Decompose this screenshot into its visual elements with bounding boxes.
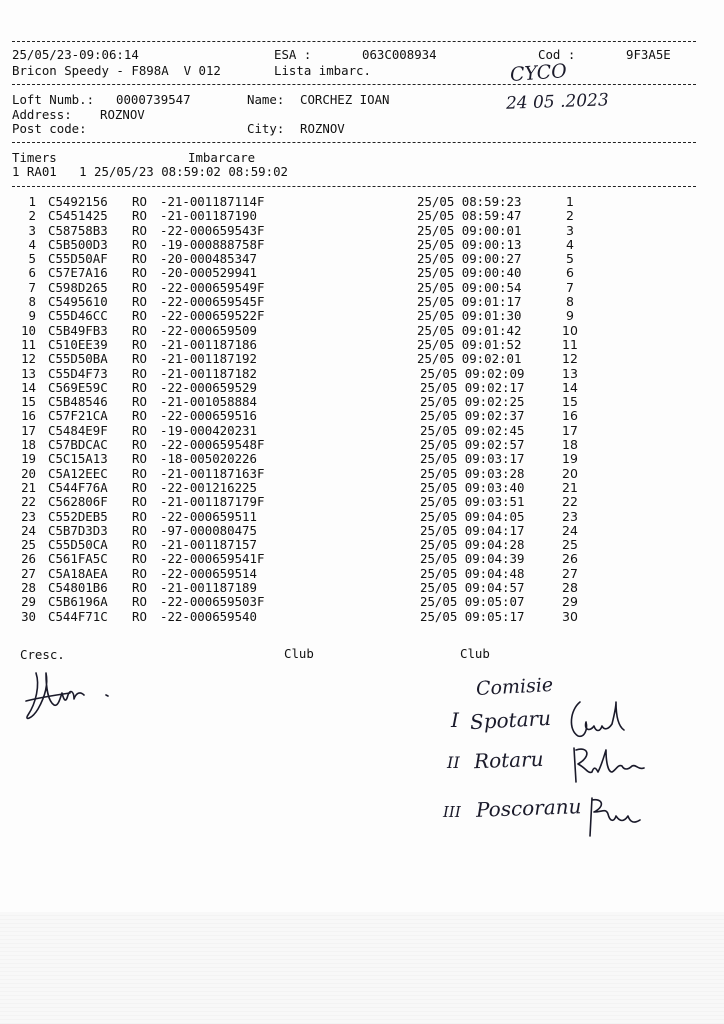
member-1-signature <box>566 696 646 746</box>
row-index: 6 <box>28 265 36 281</box>
row-handwritten-number: 23 <box>562 508 578 524</box>
row-ring: -22-000659503F <box>160 594 265 610</box>
row-handwritten-number: 29 <box>562 594 578 610</box>
row-time: 25/05 09:01:17 <box>417 294 522 310</box>
member-3-signature <box>584 792 654 838</box>
row-chip: C5451425 <box>48 208 108 224</box>
row-handwritten-number: 28 <box>562 580 578 596</box>
row-ring: -97-000080475 <box>160 522 257 538</box>
table-row <box>0 309 724 323</box>
table-row <box>0 452 724 466</box>
row-index: 10 <box>21 322 36 338</box>
table-row <box>0 224 724 238</box>
row-ring: -21-001187190 <box>160 208 257 224</box>
pigeon-list <box>0 195 724 624</box>
loft-name-label: Name: <box>247 92 285 107</box>
row-ring: -19-000888758F <box>160 236 265 252</box>
table-row <box>0 252 724 266</box>
footer-club-label-1: Club <box>284 646 314 661</box>
row-handwritten-number: 20 <box>562 465 578 481</box>
table-row <box>0 524 724 538</box>
row-index: 16 <box>21 408 36 424</box>
header-cod-label: Cod : <box>538 47 576 62</box>
row-ring: -21-001187179F <box>160 494 265 510</box>
imbarcare-label: Imbarcare <box>188 150 256 165</box>
row-ring: -22-000659522F <box>160 308 265 324</box>
row-time: 25/05 09:02:17 <box>420 379 525 395</box>
row-handwritten-number: 11 <box>562 336 578 352</box>
row-chip: C55D50BA <box>48 351 108 367</box>
row-handwritten-number: 25 <box>562 537 578 553</box>
row-index: 14 <box>21 379 36 395</box>
row-country: RO <box>132 208 147 224</box>
row-country: RO <box>132 265 147 281</box>
row-index: 5 <box>28 251 36 267</box>
row-country: RO <box>132 594 147 610</box>
timers-line: 1 RA01 1 25/05/23 08:59:02 08:59:02 <box>12 164 289 179</box>
row-ring: -22-000659529 <box>160 379 257 395</box>
row-country: RO <box>132 336 147 352</box>
row-time: 25/05 09:03:28 <box>420 465 525 481</box>
row-chip: C57E7A16 <box>48 265 108 281</box>
row-index: 8 <box>28 294 36 310</box>
row-time: 25/05 09:04:57 <box>420 580 525 596</box>
table-row <box>0 552 724 566</box>
row-handwritten-number: 16 <box>562 408 578 424</box>
row-country: RO <box>132 508 147 524</box>
loft-city-value: ROZNOV <box>300 121 345 136</box>
row-handwritten-number: 6 <box>566 265 574 281</box>
row-index: 21 <box>21 479 36 495</box>
row-index: 27 <box>21 565 36 581</box>
row-ring: -22-000659514 <box>160 565 257 581</box>
row-time: 25/05 09:04:28 <box>420 537 525 553</box>
dashed-rule-top <box>12 41 696 42</box>
row-country: RO <box>132 308 147 324</box>
row-handwritten-number: 1 <box>566 194 574 209</box>
row-country: RO <box>132 194 147 209</box>
loft-number-value: 0000739547 <box>116 92 191 107</box>
row-country: RO <box>132 408 147 424</box>
footer-club-label-2: Club <box>460 646 490 661</box>
table-row <box>0 367 724 381</box>
row-ring: -21-001187157 <box>160 537 257 553</box>
handwritten-member-1-name: Spotaru <box>469 705 552 735</box>
table-row <box>0 495 724 509</box>
row-chip: C5B500D3 <box>48 236 108 252</box>
table-row <box>0 538 724 552</box>
row-country: RO <box>132 451 147 467</box>
row-index: 13 <box>21 365 36 381</box>
row-index: 18 <box>21 437 36 453</box>
table-row <box>0 610 724 624</box>
row-country: RO <box>132 351 147 367</box>
row-index: 1 <box>28 194 36 209</box>
header-cod-value: 9F3A5E <box>626 47 671 62</box>
row-time: 25/05 09:05:17 <box>420 608 525 624</box>
loft-address-value: ROZNOV <box>100 107 145 122</box>
row-country: RO <box>132 551 147 567</box>
row-ring: -22-000659543F <box>160 222 265 238</box>
row-index: 7 <box>28 279 36 295</box>
handwritten-date: 24 05 .2023 <box>505 90 610 114</box>
table-row <box>0 481 724 495</box>
loft-address-label: Address: <box>12 107 72 122</box>
breeder-signature <box>22 665 122 735</box>
table-row <box>0 209 724 223</box>
row-country: RO <box>132 608 147 624</box>
table-row <box>0 467 724 481</box>
row-handwritten-number: 2 <box>566 208 574 224</box>
row-index: 4 <box>28 236 36 252</box>
handwritten-member-3-name: Poscoranu <box>475 794 582 822</box>
header-device: Bricon Speedy - F898A V 012 <box>12 63 221 78</box>
row-ring: -22-000659511 <box>160 508 257 524</box>
dashed-rule-timers <box>12 186 696 187</box>
row-chip: C5B6196A <box>48 594 108 610</box>
table-row <box>0 338 724 352</box>
row-ring: -21-001187114F <box>160 194 265 209</box>
row-handwritten-number: 30 <box>562 608 578 624</box>
row-handwritten-number: 5 <box>566 251 574 267</box>
row-handwritten-number: 14 <box>562 379 578 395</box>
row-chip: C5A12EEC <box>48 465 108 481</box>
row-ring: -21-001187182 <box>160 365 257 381</box>
row-time: 25/05 09:00:01 <box>417 222 522 238</box>
row-handwritten-number: 17 <box>562 422 578 438</box>
row-time: 25/05 09:02:01 <box>417 351 522 367</box>
table-row <box>0 438 724 452</box>
row-time: 25/05 08:59:47 <box>417 208 522 224</box>
row-handwritten-number: 8 <box>566 294 574 310</box>
row-country: RO <box>132 294 147 310</box>
row-chip: C510EE39 <box>48 336 108 352</box>
row-chip: C57F21CA <box>48 408 108 424</box>
header-esa-value: 063C008934 <box>362 47 437 62</box>
row-chip: C57BDCAC <box>48 437 108 453</box>
table-row <box>0 595 724 609</box>
row-ring: -22-000659549F <box>160 279 265 295</box>
row-index: 23 <box>21 508 36 524</box>
row-country: RO <box>132 394 147 410</box>
table-row <box>0 195 724 209</box>
row-chip: C544F71C <box>48 608 108 624</box>
row-index: 3 <box>28 222 36 238</box>
row-handwritten-number: 21 <box>562 479 578 495</box>
header-esa-label: ESA : <box>274 47 312 62</box>
row-chip: C569E59C <box>48 379 108 395</box>
row-time: 25/05 09:00:27 <box>417 251 522 267</box>
loft-city-label: City: <box>247 121 285 136</box>
row-handwritten-number: 13 <box>562 365 578 381</box>
header-list-title: Lista imbarc. <box>274 63 371 78</box>
row-handwritten-number: 10 <box>562 322 578 338</box>
row-ring: -21-001187186 <box>160 336 257 352</box>
member-2-signature <box>566 742 650 788</box>
row-chip: C561FA5C <box>48 551 108 567</box>
row-country: RO <box>132 236 147 252</box>
handwritten-comisie: Comisie <box>475 673 554 701</box>
row-ring: -22-000659548F <box>160 437 265 453</box>
row-index: 17 <box>21 422 36 438</box>
row-time: 25/05 09:02:25 <box>420 394 525 410</box>
row-ring: -18-005020226 <box>160 451 257 467</box>
table-row <box>0 238 724 252</box>
row-chip: C5B7D3D3 <box>48 522 108 538</box>
handwritten-code: CYCO <box>509 60 568 86</box>
row-ring: -20-000485347 <box>160 251 257 267</box>
row-ring: -22-000659509 <box>160 322 257 338</box>
dashed-rule-loft <box>12 142 696 143</box>
row-country: RO <box>132 322 147 338</box>
row-time: 25/05 09:04:48 <box>420 565 525 581</box>
row-country: RO <box>132 479 147 495</box>
row-time: 25/05 09:04:05 <box>420 508 525 524</box>
row-index: 12 <box>21 351 36 367</box>
row-handwritten-number: 7 <box>566 279 574 295</box>
loft-postcode-label: Post code: <box>12 121 87 136</box>
table-row <box>0 581 724 595</box>
table-row <box>0 395 724 409</box>
row-ring: -22-000659541F <box>160 551 265 567</box>
row-chip: C54801B6 <box>48 580 108 596</box>
loft-name-value: CORCHEZ IOAN <box>300 92 390 107</box>
row-handwritten-number: 22 <box>562 494 578 510</box>
row-ring: -21-001187192 <box>160 351 257 367</box>
row-index: 19 <box>21 451 36 467</box>
row-time: 25/05 09:02:45 <box>420 422 525 438</box>
row-country: RO <box>132 222 147 238</box>
row-handwritten-number: 12 <box>562 351 578 367</box>
row-chip: C5B49FB3 <box>48 322 108 338</box>
row-time: 25/05 09:02:37 <box>420 408 525 424</box>
row-chip: C5495610 <box>48 294 108 310</box>
row-index: 25 <box>21 537 36 553</box>
row-chip: C55D46CC <box>48 308 108 324</box>
row-handwritten-number: 19 <box>562 451 578 467</box>
table-row <box>0 424 724 438</box>
table-row <box>0 281 724 295</box>
row-ring: -21-001187163F <box>160 465 265 481</box>
row-index: 26 <box>21 551 36 567</box>
row-index: 28 <box>21 580 36 596</box>
row-handwritten-number: 24 <box>562 522 578 538</box>
row-country: RO <box>132 494 147 510</box>
row-ring: -20-000529941 <box>160 265 257 281</box>
row-chip: C5A18AEA <box>48 565 108 581</box>
row-ring: -22-000659516 <box>160 408 257 424</box>
table-row <box>0 567 724 581</box>
row-index: 15 <box>21 394 36 410</box>
row-chip: C5492156 <box>48 194 108 209</box>
row-chip: C55D4F73 <box>48 365 108 381</box>
row-index: 22 <box>21 494 36 510</box>
row-handwritten-number: 26 <box>562 551 578 567</box>
row-handwritten-number: 4 <box>566 236 574 252</box>
row-time: 25/05 09:00:54 <box>417 279 522 295</box>
row-chip: C5B48546 <box>48 394 108 410</box>
table-row <box>0 381 724 395</box>
row-country: RO <box>132 522 147 538</box>
row-time: 25/05 09:02:57 <box>420 437 525 453</box>
row-time: 25/05 09:01:42 <box>417 322 522 338</box>
row-time: 25/05 09:05:07 <box>420 594 525 610</box>
row-time: 25/05 09:01:30 <box>417 308 522 324</box>
row-index: 9 <box>28 308 36 324</box>
row-time: 25/05 09:00:40 <box>417 265 522 281</box>
row-time: 25/05 09:04:39 <box>420 551 525 567</box>
row-index: 24 <box>21 522 36 538</box>
table-row <box>0 510 724 524</box>
row-country: RO <box>132 279 147 295</box>
row-time: 25/05 09:01:52 <box>417 336 522 352</box>
row-chip: C598D265 <box>48 279 108 295</box>
row-country: RO <box>132 365 147 381</box>
row-time: 25/05 09:00:13 <box>417 236 522 252</box>
table-row <box>0 324 724 338</box>
row-index: 2 <box>28 208 36 224</box>
row-time: 25/05 08:59:23 <box>417 194 522 209</box>
header-datetime: 25/05/23-09:06:14 <box>12 47 139 62</box>
row-country: RO <box>132 537 147 553</box>
row-country: RO <box>132 580 147 596</box>
row-index: 20 <box>21 465 36 481</box>
row-ring: -22-000659540 <box>160 608 257 624</box>
row-time: 25/05 09:04:17 <box>420 522 525 538</box>
row-time: 25/05 09:03:17 <box>420 451 525 467</box>
table-row <box>0 295 724 309</box>
row-country: RO <box>132 251 147 267</box>
table-row <box>0 266 724 280</box>
row-handwritten-number: 27 <box>562 565 578 581</box>
row-chip: C55D50CA <box>48 537 108 553</box>
table-row <box>0 352 724 366</box>
row-time: 25/05 09:03:40 <box>420 479 525 495</box>
timers-label: Timers <box>12 150 57 165</box>
handwritten-member-2-name: Rotaru <box>473 746 544 774</box>
row-chip: C58758B3 <box>48 222 108 238</box>
row-chip: C552DEB5 <box>48 508 108 524</box>
row-chip: C544F76A <box>48 479 108 495</box>
row-index: 30 <box>21 608 36 624</box>
row-country: RO <box>132 565 147 581</box>
row-country: RO <box>132 379 147 395</box>
handwritten-member-1-num: I <box>451 708 459 732</box>
row-chip: C55D50AF <box>48 251 108 267</box>
row-ring: -22-001216225 <box>160 479 257 495</box>
row-country: RO <box>132 465 147 481</box>
row-chip: C5C15A13 <box>48 451 108 467</box>
row-time: 25/05 09:02:09 <box>420 365 525 381</box>
row-ring: -22-000659545F <box>160 294 265 310</box>
row-handwritten-number: 9 <box>566 308 574 324</box>
row-ring: -21-001058884 <box>160 394 257 410</box>
row-handwritten-number: 15 <box>562 394 578 410</box>
row-chip: C562806F <box>48 494 108 510</box>
table-row <box>0 409 724 423</box>
row-index: 29 <box>21 594 36 610</box>
handwritten-member-3-num: III <box>443 803 461 821</box>
row-chip: C5484E9F <box>48 422 108 438</box>
row-country: RO <box>132 437 147 453</box>
row-ring: -21-001187189 <box>160 580 257 596</box>
row-index: 11 <box>21 336 36 352</box>
handwritten-member-2-num: II <box>447 753 460 772</box>
row-handwritten-number: 3 <box>566 222 574 238</box>
row-ring: -19-000420231 <box>160 422 257 438</box>
row-time: 25/05 09:03:51 <box>420 494 525 510</box>
row-country: RO <box>132 422 147 438</box>
scan-shade <box>0 912 724 1024</box>
dashed-rule-header <box>12 84 696 85</box>
row-handwritten-number: 18 <box>562 437 578 453</box>
loft-number-label: Loft Numb.: <box>12 92 95 107</box>
footer-cresc-label: Cresc. <box>20 647 65 662</box>
